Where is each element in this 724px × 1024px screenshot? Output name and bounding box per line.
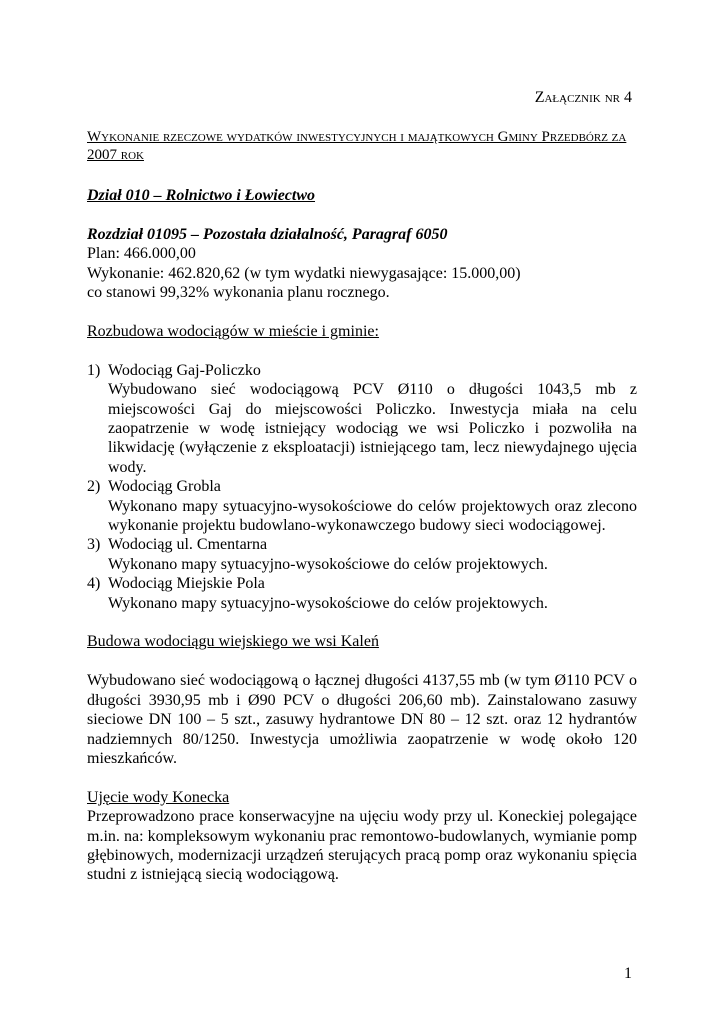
section1-heading: Rozbudowa wodociągów w mieście i gminie:	[87, 323, 379, 341]
plan-line: Plan: 466.000,00	[87, 245, 196, 263]
section2-heading: Budowa wodociągu wiejskiego we wsi Kaleń	[87, 633, 379, 651]
list-item	[87, 361, 637, 477]
list-item	[87, 574, 637, 613]
wykonanie-line: Wykonanie: 462.820,62 (w tym wydatki niewygasające: 15.000,00)	[87, 264, 521, 282]
page-number: 1	[624, 965, 632, 982]
list-item	[87, 477, 637, 535]
list-item-number: 2)	[87, 478, 101, 496]
list-item-number: 1)	[87, 361, 101, 379]
list-item-description: Wykonano mapy sytuacyjno-wysokościowe do celów projektowych.	[108, 555, 548, 573]
list-item	[87, 535, 637, 574]
list-item-title: Wodociąg Grobla	[108, 478, 221, 496]
percent-line: co stanowi 99,32% wykonania planu rocznego.	[87, 284, 390, 302]
section-dzial-heading: Dział 010 – Rolnictwo i Łowiectwo	[87, 187, 316, 204]
section2-text: Wybudowano sieć wodociągową o łącznej długości 4137,55 mb (w tym Ø110 PCV o długości 3930,95 mb i Ø90 PCV o długości 206,60 mb). Zainstalowano zasuwy sieciowe DN 100 – 5 szt., zasuwy hydrantowe DN 80 – 12 szt. oraz 12 hydrantów nadziemnych 80/1250. Inwestycja umożliwia zaopatrzenie w wodę około 120 mieszkańców.	[87, 672, 637, 767]
investment-list	[87, 361, 637, 613]
list-item-description: Wykonano mapy sytuacyjno-wysokościowe do celów projektowych.	[108, 594, 548, 612]
annex-label: Załącznik nr 4	[534, 89, 632, 106]
document-title: Wykonanie rzeczowe wydatków inwestycyjnych i majątkowych Gminy Przedbórz za 2007 rok	[87, 129, 627, 163]
section3-heading: Ujęcie wody Konecka	[87, 788, 230, 806]
rozdzial-heading: Rozdział 01095 – Pozostała działalność, Paragraf 6050	[87, 226, 448, 243]
list-item-number: 4)	[87, 575, 101, 593]
list-item-title: Wodociąg Gaj-Policzko	[108, 361, 261, 379]
list-item-number: 3)	[87, 536, 101, 554]
list-item-description: Wybudowano sieć wodociągową PCV Ø110 o długości 1043,5 mb z miejscowości Gaj do miejscowości Policzko. Inwestycja miała na celu zaopatrzenie w wodę istniejący wodociąg we wsi Policzko i pozwoliła na likwidację (wyłączenie z eksploatacji) istniejącego tam, lecz niewydajnego ujęcia wody.	[108, 381, 637, 476]
section3-text: Przeprowadzono prace konserwacyjne na ujęciu wody przy ul. Koneckiej polegające m.in. na: kompleksowym wykonaniu prac remontowo-budowlanych, wymianie pomp głębinowych, modernizacji urządzeń sterujących pracą pomp oraz wykonaniu spięcia studni z istniejącą siecią wodociągową.	[87, 808, 637, 884]
list-item-title: Wodociąg ul. Cmentarna	[108, 536, 268, 554]
list-item-title: Wodociąg Miejskie Pola	[108, 575, 265, 593]
main-content	[87, 225, 637, 885]
list-item-description: Wykonano mapy sytuacyjno-wysokościowe do celów projektowych oraz zlecono wykonanie projektu budowlano-wykonawczego budowy sieci wodociągowej.	[108, 497, 637, 535]
